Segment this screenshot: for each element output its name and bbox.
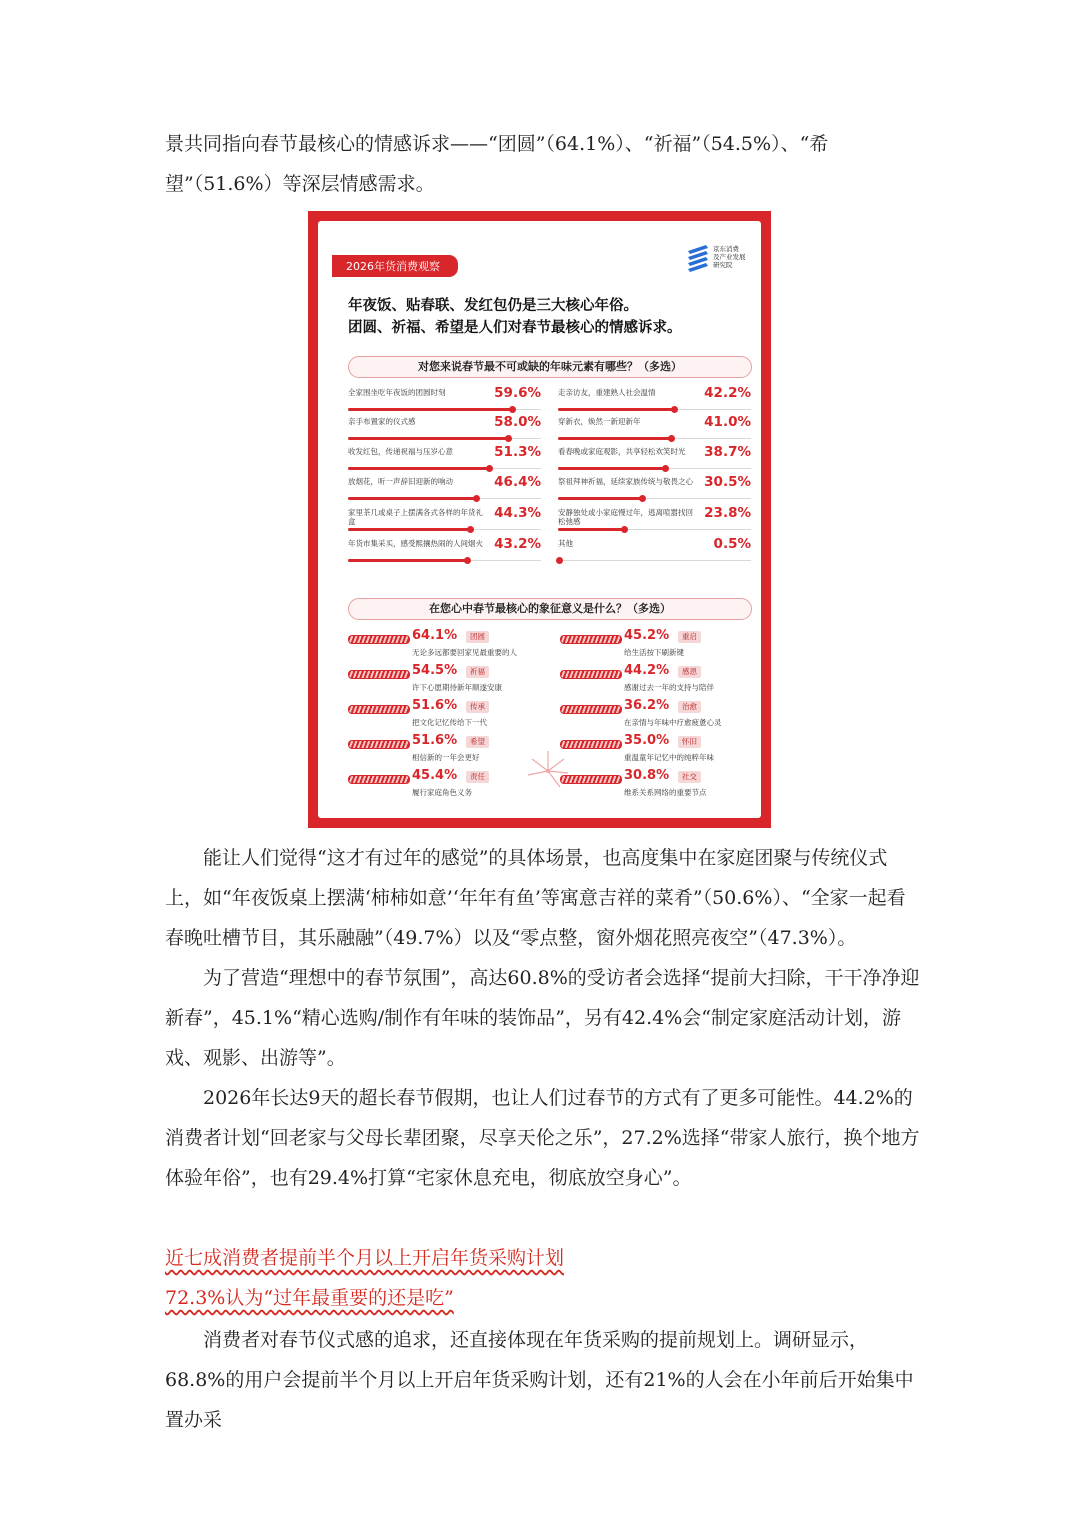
q2-result-percent: 54.5% <box>412 663 458 678</box>
q2-result-tag: 责任 <box>466 771 489 783</box>
striped-pill-icon <box>560 705 622 714</box>
q1-result-track <box>348 498 541 499</box>
paragraph-atmosphere: 为了营造“理想中的春节氛围”，高达60.8%的受访者会选择“提前大扫除，干干净净迎新春”，45.1%“精心选购/制作有年味的装饰品”，另有42.4%会“制定家庭活动计划，游戏、观影、出游等”。 <box>165 967 920 1069</box>
q2-result-description: 履行家庭角色义务 <box>412 788 472 797</box>
striped-pill-icon <box>348 775 410 784</box>
q1-result-marker <box>473 495 480 502</box>
q1-result-track <box>348 438 541 439</box>
q1-result-percent: 41.0% <box>704 414 751 430</box>
q2-result-item <box>560 663 760 698</box>
report-badge: 2026年货消费观察 <box>332 255 458 277</box>
q2-result-item <box>560 698 760 733</box>
q1-result-item <box>558 474 751 507</box>
q1-result-track <box>558 468 751 469</box>
q1-result-item <box>348 414 541 447</box>
q1-result-percent: 30.5% <box>704 474 751 490</box>
striped-pill-icon <box>560 670 622 679</box>
firework-decoration-icon <box>518 741 578 801</box>
q1-result-percent: 0.5% <box>713 536 751 552</box>
q1-result-track <box>558 529 751 530</box>
q1-result-bar <box>348 408 512 411</box>
q2-result-tag: 祈福 <box>466 666 489 678</box>
q1-result-track <box>558 498 751 499</box>
q1-result-item <box>348 505 541 538</box>
q1-result-bar <box>348 559 467 562</box>
q1-result-label: 放烟花，听一声辞旧迎新的响动 <box>348 477 453 486</box>
q2-result-percent: 36.2% <box>624 698 670 713</box>
striped-pill-icon <box>348 670 410 679</box>
q2-result-percent: 35.0% <box>624 733 670 748</box>
q2-result-item <box>560 768 760 803</box>
q1-result-track <box>348 409 541 410</box>
q2-result-tag: 团圆 <box>466 631 489 643</box>
q1-result-track <box>558 438 751 439</box>
q1-result-percent: 42.2% <box>704 385 751 401</box>
q2-result-tag: 重启 <box>678 631 701 643</box>
q1-result-item <box>558 414 751 447</box>
q2-result-description: 把文化记忆传给下一代 <box>412 718 487 727</box>
q1-result-label: 亲手布置家的仪式感 <box>348 417 416 426</box>
paragraph-holiday: 2026年长达9天的超长春节假期，也让人们过春节的方式有了更多可能性。44.2%的消费者计划“回老家与父母长辈团聚，尽享天伦之乐”，27.2%选择“带家人旅行，换个地方体验年俗”，也有29.4%打算“宅家休息充电，彻底放空身心”。 <box>165 1087 920 1189</box>
q1-result-label: 祭祖拜神祈福，延续家族传统与敬畏之心 <box>558 477 693 486</box>
q2-result-percent: 45.4% <box>412 768 458 783</box>
q2-result-item <box>348 628 548 663</box>
q2-result-percent: 45.2% <box>624 628 670 643</box>
q1-result-percent: 59.6% <box>494 385 541 401</box>
infographic-title-line2: 团圆、祈福、希望是人们对春节最核心的情感诉求。 <box>348 320 682 336</box>
q2-result-description: 相信新的一年会更好 <box>412 753 480 762</box>
q1-result-label: 年货市集采买，感受熙攘热闹的人间烟火 <box>348 539 483 548</box>
q1-result-marker <box>467 526 474 533</box>
striped-pill-icon <box>348 635 410 644</box>
q1-result-marker <box>639 495 646 502</box>
q1-result-marker <box>671 406 678 413</box>
q1-result-marker <box>662 465 669 472</box>
q2-result-percent: 51.6% <box>412 698 458 713</box>
q1-result-marker <box>505 435 512 442</box>
q2-result-description: 在亲情与年味中疗愈疲惫心灵 <box>624 718 722 727</box>
paragraph-scenes: 能让人们觉得“这才有过年的感觉”的具体场景，也高度集中在家庭团聚与传统仪式上，如“年夜饭桌上摆满‘柿柿如意’‘年年有鱼’等寓意吉祥的菜肴”（50.6%）、“全家一起看春晚吐槽节目，其乐融融”（49.7%）以及“零点整，窗外烟花照亮夜空”（47.3%）。 <box>165 847 906 949</box>
q1-result-label: 家里茶几或桌子上摆满各式各样的年货礼盒 <box>348 508 483 526</box>
striped-pill-icon <box>348 740 410 749</box>
q1-result-marker <box>486 465 493 472</box>
q1-result-bar <box>348 467 489 470</box>
q1-result-item <box>348 444 541 477</box>
q2-result-item <box>348 663 548 698</box>
q1-result-label: 看春晚或家庭观影，共享轻松欢笑时光 <box>558 447 686 456</box>
q1-result-item <box>558 536 751 569</box>
institute-name: 京东消费 及产业发展 研究院 <box>713 245 746 269</box>
question-2: 在您心中春节最核心的象征意义是什么？（多选） <box>348 598 752 620</box>
q1-result-marker <box>556 557 563 564</box>
q1-result-bar <box>348 528 470 531</box>
q2-result-tag: 怀旧 <box>678 736 701 748</box>
q1-result-percent: 44.3% <box>494 505 541 521</box>
q1-result-bar <box>348 437 508 440</box>
q1-result-track <box>558 409 751 410</box>
q1-result-track <box>348 468 541 469</box>
q1-result-item <box>348 474 541 507</box>
q1-result-bar <box>558 528 624 531</box>
infographic <box>308 211 771 828</box>
q1-result-marker <box>668 435 675 442</box>
q1-result-label: 全家围坐吃年夜饭的团圆时刻 <box>348 388 446 397</box>
q2-result-description: 重温童年记忆中的纯粹年味 <box>624 753 714 762</box>
q1-result-marker <box>509 406 516 413</box>
striped-pill-icon <box>560 635 622 644</box>
q1-result-bar <box>558 437 671 440</box>
q1-result-percent: 46.4% <box>494 474 541 490</box>
q2-result-tag: 传承 <box>466 701 489 713</box>
q1-result-item <box>558 505 751 538</box>
q1-result-item <box>558 444 751 477</box>
q2-result-item <box>560 628 760 663</box>
q2-result-tag: 希望 <box>466 736 489 748</box>
institute-logo-icon <box>686 243 710 275</box>
q2-result-item <box>348 698 548 733</box>
q2-result-tag: 感恩 <box>678 666 701 678</box>
q1-result-track <box>348 560 541 561</box>
q2-result-description: 维系关系网络的重要节点 <box>624 788 707 797</box>
infographic-title-line1: 年夜饭、贴春联、发红包仍是三大核心年俗。 <box>348 298 638 314</box>
q1-result-bar <box>558 408 674 411</box>
q2-result-description: 无论多远都要回家见最重要的人 <box>412 648 517 657</box>
q1-result-label: 收发红包，传递祝福与压岁心意 <box>348 447 453 456</box>
q1-result-bar <box>558 497 642 500</box>
section-heading-1: 近七成消费者提前半个月以上开启年货采购计划 <box>165 1247 565 1269</box>
q2-result-percent: 51.6% <box>412 733 458 748</box>
q1-result-percent: 58.0% <box>494 414 541 430</box>
q1-result-track <box>348 529 541 530</box>
intro-paragraph: 景共同指向春节最核心的情感诉求——“团圆”（64.1%）、“祈福”（54.5%）、“希望”（51.6%）等深层情感需求。 <box>165 133 829 195</box>
q1-result-marker <box>621 526 628 533</box>
paragraph-purchase-plan: 消费者对春节仪式感的追求，还直接体现在年货采购的提前规划上。调研显示，68.8%的用户会提前半个月以上开启年货采购计划，还有21%的人会在小年前后开始集中置办采 <box>165 1329 914 1431</box>
q1-result-label: 其他 <box>558 539 573 548</box>
institute-logo <box>686 243 756 277</box>
q1-result-track <box>558 560 751 561</box>
q1-result-percent: 43.2% <box>494 536 541 552</box>
q1-result-item <box>348 536 541 569</box>
q2-result-tag: 社交 <box>678 771 701 783</box>
q2-result-percent: 30.8% <box>624 768 670 783</box>
q2-result-percent: 44.2% <box>624 663 670 678</box>
q2-result-percent: 64.1% <box>412 628 458 643</box>
q1-result-percent: 51.3% <box>494 444 541 460</box>
q1-result-label: 安静独处或小家庭慢过年，逃离喧嚣找回松弛感 <box>558 508 693 526</box>
question-1: 对您来说春节最不可或缺的年味元素有哪些？（多选） <box>348 356 752 378</box>
striped-pill-icon <box>348 705 410 714</box>
q2-result-description: 感谢过去一年的支持与陪伴 <box>624 683 714 692</box>
section-heading-2: 72.3%认为“过年最重要的还是吃” <box>165 1287 454 1309</box>
q1-result-percent: 23.8% <box>704 505 751 521</box>
q1-result-bar <box>348 497 476 500</box>
q1-result-percent: 38.7% <box>704 444 751 460</box>
q1-result-label: 走亲访友，重建熟人社会温情 <box>558 388 656 397</box>
q1-result-marker <box>464 557 471 564</box>
q2-result-item <box>560 733 760 768</box>
q2-result-tag: 治愈 <box>678 701 701 713</box>
infographic-card <box>318 221 761 818</box>
q2-result-description: 给生活按下刷新键 <box>624 648 684 657</box>
q1-result-label: 穿新衣，焕然一新迎新年 <box>558 417 641 426</box>
q2-result-description: 许下心愿期待新年顺遂安康 <box>412 683 502 692</box>
q1-result-bar <box>558 467 665 470</box>
